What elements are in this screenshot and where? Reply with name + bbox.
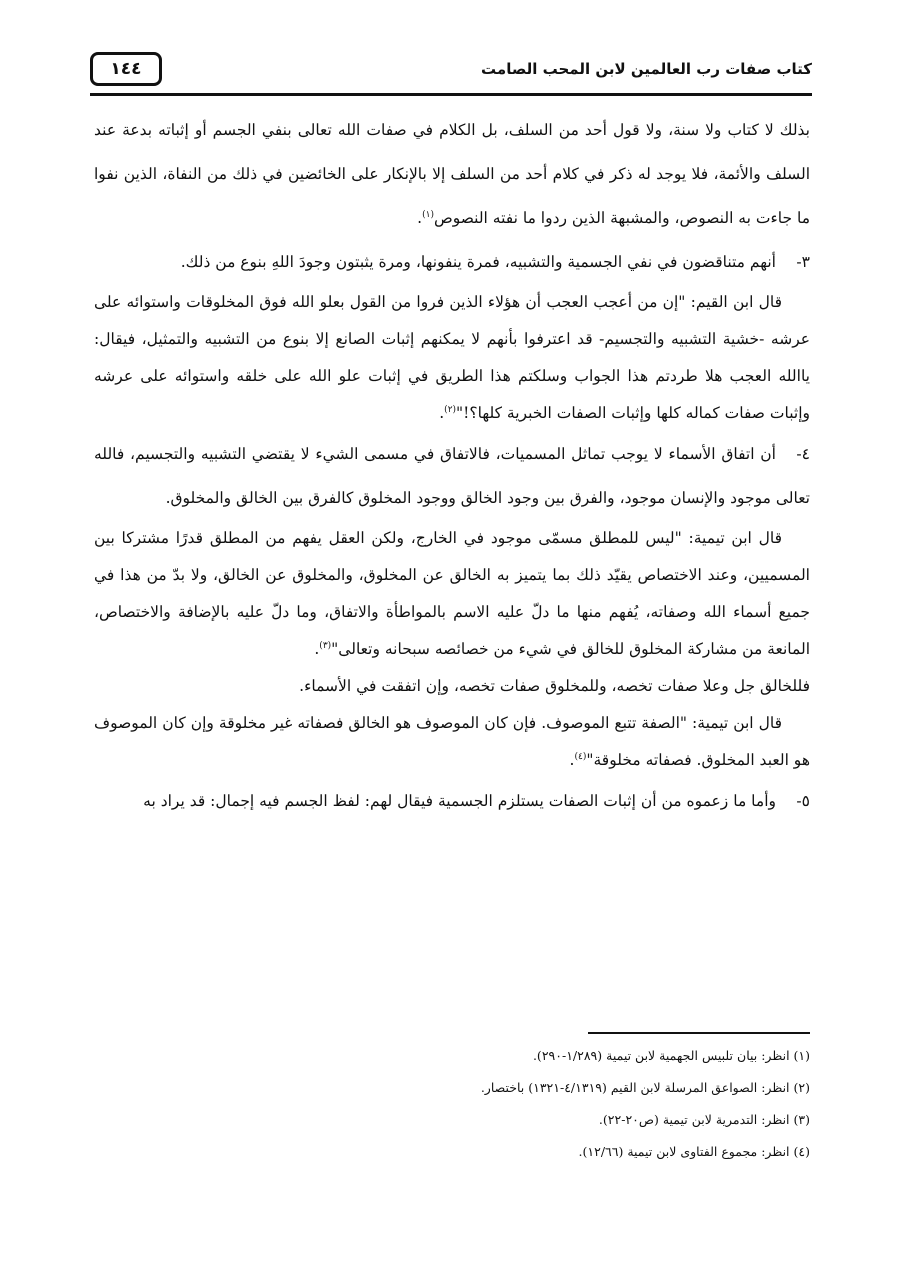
page-number-box: ١٤٤: [90, 52, 162, 86]
footnote-4: (٤) انظر: مجموع الفتاوى لابن تيمية (١٢/٦٦).: [578, 1144, 810, 1159]
numbered-point-4: ٤-أن اتفاق الأسماء لا يوجب تماثل المسميات، فالاتفاق في مسمى الشيء لا يقتضي التشبيه والتجسيم، فالله تعالى موجود والإنسان موجود، والفرق بين وجود الخالق ووجود المخلوق كالفرق بين الخالق والمخلوق.: [94, 432, 810, 520]
paragraph-1: بذلك لا كتاب ولا سنة، ولا قول أحد من السلف، بل الكلام في صفات الله تعالى بنفي الجسم أو إثباته بدعة عند السلف والأئمة، فلا يوجد له ذكر في كلام أحد من السلف إلا بالإنكار على الخائضين في ذلك من النفاة، الذين نفوا ما جاءت به النصوص، والمشبهة الذين ردوا ما نفته النصوص$^{(١)}$.: [94, 121, 810, 227]
footnote-ref-2[interactable]: (٢): [444, 404, 457, 415]
book-title: كتاب صفات رب العالمين لابن المحب الصامت: [481, 60, 812, 78]
header-rule: [90, 93, 812, 96]
footnote-ref-4[interactable]: (٤): [574, 751, 587, 762]
footnote-1: (١) انظر: بيان تلبيس الجهمية لابن تيمية (١/٢٨٩-٢٩٠).: [532, 1048, 810, 1063]
footnote-separator: [588, 1032, 810, 1034]
paragraph-creator-attributes: فللخالق جل وعلا صفات تخصه، وللمخلوق صفات تخصه، وإن اتفقت في الأسماء.: [299, 677, 810, 695]
quote-ibn-taymiyyah-2: قال ابن تيمية: "الصفة تتبع الموصوف. فإن كان الموصوف هو الخالق فصفاته غير مخلوقة وإن كان الموصوف هو العبد المخلوق. فصفاته مخلوقة"$^{(٤)}$.: [94, 714, 810, 769]
point-number: ٥-: [796, 792, 810, 810]
footnotes: [94, 1040, 810, 1168]
quote-ibn-taymiyyah-1: قال ابن تيمية: "ليس للمطلق مسمّى موجود في الخارج، ولكن العقل يفهم من المطلق قدرًا مشتركا بين المسميين، وعند الاختصاص يقيّد ذلك بما يتميز به الخالق عن المخلوق، والمخلوق عن الخالق، ولا بدّ من هذا في جميع أسماء الله وصفاته، يُفهم منها ما دلّ عليه الاسم بالمواطأة والاتفاق، وما دلّ عليه بالإضافة والاختصاص، المانعة من مشاركة المخلوق للخالق في شيء من خصائصه سبحانه وتعالى"$^{(٣)}$.: [94, 529, 810, 658]
footnote-ref-1[interactable]: (١): [422, 209, 434, 220]
footnote-3: (٣) انظر: التدمرية لابن تيمية (ص٢٠-٢٢).: [598, 1112, 810, 1127]
footnote-2: (٢) انظر: الصواعق المرسلة لابن القيم (٤/١٣١٩-١٣٢١) باختصار.: [480, 1080, 810, 1095]
page-header: [90, 52, 812, 94]
numbered-point-3: ٣-أنهم متناقضون في نفي الجسمية والتشبيه، فمرة ينفونها، ومرة يثبتون وجودَ اللهِ بنوع من ذلك.: [94, 240, 810, 284]
quote-ibn-al-qayyim: قال ابن القيم: "إن من أعجب العجب أن هؤلاء الذين فروا من القول بعلو الله فوق المخلوقات واستوائه على عرشه -خشية التشبيه والتجسيم- قد اعترفوا بأنهم لا يمكنهم إثبات الصانع إلا بنوع من التشبيه والتمثيل، فيقال: ياالله العجب هلا طردتم هذا الجواب وسلكتم هذا الطريق في إثبات علو الله على خلقه واستوائه على عرشه وإثبات صفات كماله كلها وإثبات الصفات الخبرية كلها؟!"$^{(٢)}$.: [94, 293, 810, 422]
point-number: ٣-: [796, 253, 810, 271]
footnote-ref-3[interactable]: (٣): [319, 640, 332, 651]
point-number: ٤-: [796, 445, 810, 463]
main-text: [94, 108, 810, 823]
numbered-point-5: ٥-وأما ما زعموه من أن إثبات الصفات يستلزم الجسمية فيقال لهم: لفظ الجسم فيه إجمال: قد يراد به: [94, 779, 810, 823]
